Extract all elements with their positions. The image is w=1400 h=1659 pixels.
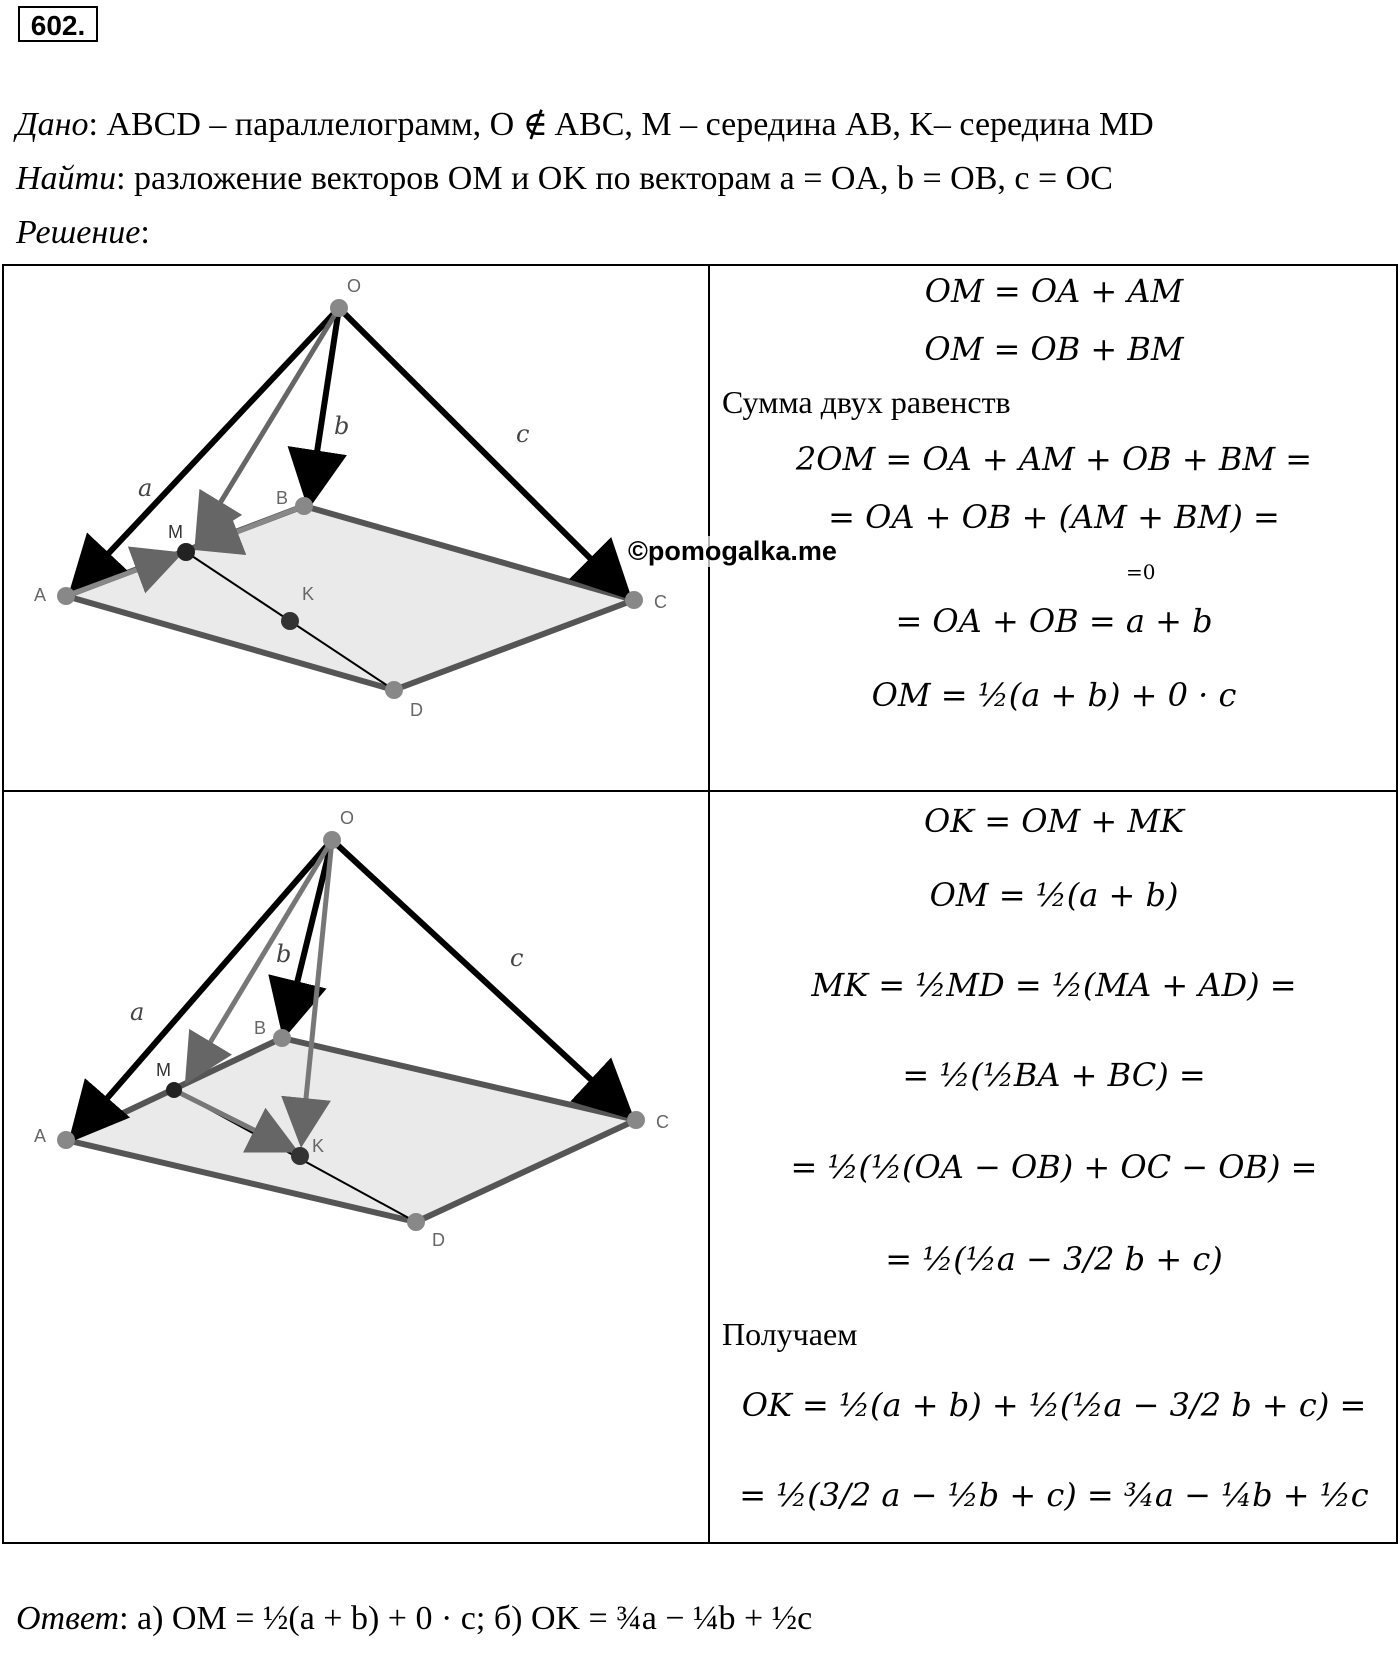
find-text: : разложение векторов OM и OK по векторам a = OA, b = OB, c = OC <box>116 160 1113 197</box>
p2-eq6: = ½(½a − 3/2 b + c) <box>885 1240 1223 1278</box>
p2-eq3: MK = ½MD = ½(MA + AD) = <box>811 966 1297 1004</box>
p1-eq5: = OA + OB = a + b <box>895 602 1213 640</box>
point-M-2 <box>166 1082 182 1098</box>
label-M: M <box>168 522 183 542</box>
point-O <box>330 299 348 317</box>
solution-colon: : <box>140 214 150 251</box>
label-B-2: B <box>254 1018 267 1038</box>
label-C-2: C <box>656 1112 669 1132</box>
label-D: D <box>410 700 423 720</box>
label-D-2: D <box>432 1230 445 1250</box>
label-O: O <box>347 276 362 296</box>
given-text: : ABCD – параллелограмм, O ∉ ABC, M – середина AB, K– середина MD <box>88 106 1154 143</box>
label-vec-c-2: c <box>510 944 524 972</box>
p1-eq4-note: =0 <box>1126 560 1156 584</box>
answer-line <box>16 1600 812 1638</box>
solution-label: Решение <box>16 214 141 251</box>
point-B-2 <box>273 1029 291 1047</box>
p1-eq1: OM = OA + AM <box>924 272 1184 310</box>
point-K-2 <box>291 1147 309 1165</box>
table-column-divider <box>708 264 710 1544</box>
p1-eq3: 2OM = OA + AM + OB + BM = <box>795 440 1313 478</box>
point-C-2 <box>627 1111 645 1129</box>
pyramid-figure-1 <box>4 266 706 788</box>
p2-eq7: OK = ½(a + b) + ½(½a − 3/2 b + c) = <box>741 1386 1367 1424</box>
point-C <box>625 591 643 609</box>
p2-eq8: = ½(3/2 a − ½b + c) = ¾a − ¼b + ½c <box>739 1476 1369 1514</box>
label-vec-b: b <box>334 412 350 440</box>
pyramid-figure-2 <box>4 794 706 1542</box>
label-A: A <box>34 585 47 605</box>
label-vec-a-2: a <box>130 998 145 1026</box>
answer-label: Ответ <box>16 1600 120 1637</box>
base-plane <box>66 506 634 690</box>
given-label: Дано <box>16 106 89 143</box>
label-C: C <box>654 592 667 612</box>
p1-eq2: OM = OB + BM <box>924 330 1184 368</box>
table-row-divider <box>2 790 1398 792</box>
label-B: B <box>276 488 289 508</box>
point-D-2 <box>407 1213 425 1231</box>
vector-OM <box>200 308 339 536</box>
point-D <box>385 681 403 699</box>
p2-eq5: = ½(½(OA − OB) + OC − OB) = <box>790 1148 1318 1186</box>
point-O-2 <box>323 831 341 849</box>
label-M-2: M <box>156 1060 171 1080</box>
p1-eq4: = OA + OB + (AM + BM) = <box>828 498 1280 536</box>
label-A-2: A <box>34 1126 47 1146</box>
p2-result-text: Получаем <box>722 1316 858 1352</box>
label-vec-b-2: b <box>276 940 292 968</box>
answer-text: : а) OM = ½(a + b) + 0 · c; б) OK = ¾a − ¼b + ½c <box>119 1600 813 1637</box>
find-line <box>16 160 1113 198</box>
label-O-2: O <box>340 808 355 828</box>
label-vec-c: c <box>516 420 530 448</box>
p2-eq2: OM = ½(a + b) <box>929 876 1179 914</box>
p2-eq1: OK = OM + MK <box>923 802 1185 840</box>
point-B <box>295 497 313 515</box>
label-K: K <box>302 584 315 604</box>
find-label: Найти <box>16 160 117 197</box>
p2-eq4: = ½(½BA + BC) = <box>902 1056 1206 1094</box>
problem-number: 602. <box>18 6 98 42</box>
point-K <box>281 612 299 630</box>
point-A <box>57 587 75 605</box>
given-line <box>16 104 1154 144</box>
base-plane-2 <box>66 1038 636 1222</box>
watermark: ©pomogalka.me <box>628 536 837 566</box>
point-A-2 <box>57 1131 75 1149</box>
solution-line <box>16 214 150 252</box>
label-K-2: K <box>312 1136 325 1156</box>
point-M <box>177 543 195 561</box>
p1-eq6: OM = ½(a + b) + 0 · c <box>871 676 1237 714</box>
label-vec-a: a <box>138 474 153 502</box>
p1-sum-text: Сумма двух равенств <box>722 384 1011 420</box>
